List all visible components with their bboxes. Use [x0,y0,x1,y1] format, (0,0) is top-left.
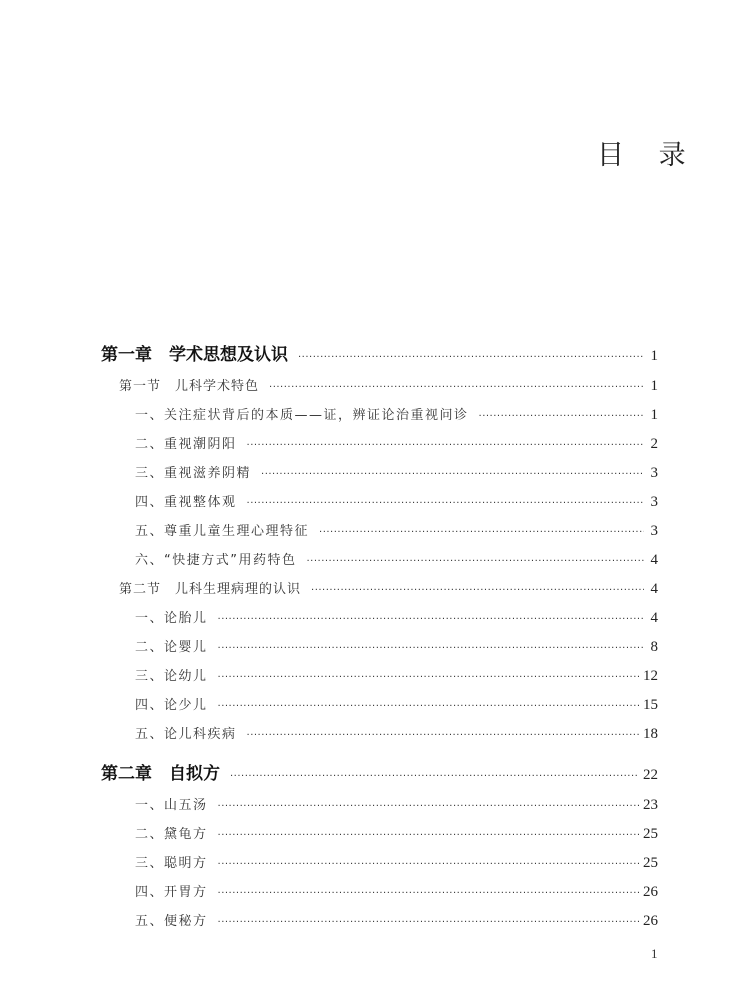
dot-leader [218,801,639,812]
toc-item[interactable] [135,723,658,743]
toc-page-number: 1 [650,407,658,423]
toc-label: 第一节 儿科学术特色 [119,379,260,394]
toc-item[interactable] [135,404,658,424]
dot-leader [247,440,644,451]
dot-leader [218,672,639,683]
toc-label: 第二章 自拟方 [101,764,220,784]
dot-leader [218,830,639,841]
toc-label: 五、尊重儿童生理心理特征 [135,524,310,539]
toc-chapter[interactable] [101,759,658,784]
dot-leader [269,382,644,393]
toc-page-number: 3 [650,523,658,539]
dot-leader [218,643,644,654]
toc-item[interactable] [135,665,658,685]
toc-label: 四、重视整体观 [135,495,237,510]
page-title: 目 录 [597,140,699,171]
toc-page-number: 25 [643,826,658,842]
dot-leader [247,730,639,741]
dot-leader [311,585,644,596]
toc-page-number: 3 [650,465,658,481]
toc-page-number: 25 [643,855,658,871]
toc-label: 第一章 学术思想及认识 [101,345,288,365]
toc-page-number: 15 [643,697,658,713]
toc-item[interactable] [135,881,658,901]
toc-chapter[interactable] [101,340,658,365]
toc-label: 五、便秘方 [135,914,208,929]
toc-item[interactable] [135,520,658,540]
toc-item[interactable] [135,794,658,814]
toc-page-number: 4 [650,552,658,568]
toc-item[interactable] [135,491,658,511]
toc-label: 三、聪明方 [135,856,208,871]
dot-leader [319,527,644,538]
toc-page-number: 1 [650,378,658,394]
toc-item[interactable] [135,607,658,627]
toc-item[interactable] [135,823,658,843]
toc-item[interactable] [135,433,658,453]
toc-page-number: 26 [643,913,658,929]
toc-label: 二、黛龟方 [135,827,208,842]
toc-label: 一、山五汤 [135,798,208,813]
dot-leader [218,859,639,870]
toc-label: 第二节 儿科生理病理的认识 [119,582,302,597]
toc-page-number: 22 [643,767,658,783]
toc-label: 一、论胎儿 [135,611,208,626]
toc-label: 二、论婴儿 [135,640,208,655]
toc-page-number: 1 [650,348,658,364]
footer-page-number: 1 [651,946,658,961]
toc-label: 三、重视滋养阴精 [135,466,252,481]
dot-leader [479,411,644,422]
toc-section[interactable] [119,375,658,395]
toc-item[interactable] [135,462,658,482]
toc-item[interactable] [135,852,658,872]
dot-leader [298,352,644,363]
toc-page-number: 8 [650,639,658,655]
dot-leader [218,614,644,625]
toc-page-number: 2 [650,436,658,452]
dot-leader [218,888,639,899]
dot-leader [247,498,644,509]
toc-item[interactable] [135,694,658,714]
dot-leader [230,771,639,782]
toc-page-number: 12 [643,668,658,684]
toc-page-number: 26 [643,884,658,900]
toc-page-number: 18 [643,726,658,742]
toc-item[interactable] [135,636,658,656]
toc-item[interactable] [135,549,658,569]
dot-leader [218,701,639,712]
toc-label: 四、开胃方 [135,885,208,900]
toc-label: 一、关注症状背后的本质——证，辨证论治重视问诊 [135,408,469,423]
toc-page-number: 3 [650,494,658,510]
toc-label: 四、论少儿 [135,698,208,713]
toc-page-number: 4 [650,610,658,626]
toc-item[interactable] [135,910,658,930]
toc-label: 二、重视潮阴阳 [135,437,237,452]
dot-leader [306,556,644,567]
toc-label: 五、论儿科疾病 [135,727,237,742]
toc-label: 三、论幼儿 [135,669,208,684]
toc-page-number: 4 [650,581,658,597]
toc-label: 六、“快捷方式”用药特色 [135,553,297,568]
dot-leader [218,917,639,928]
toc-section[interactable] [119,578,658,598]
dot-leader [261,469,644,480]
toc-page-number: 23 [643,797,658,813]
